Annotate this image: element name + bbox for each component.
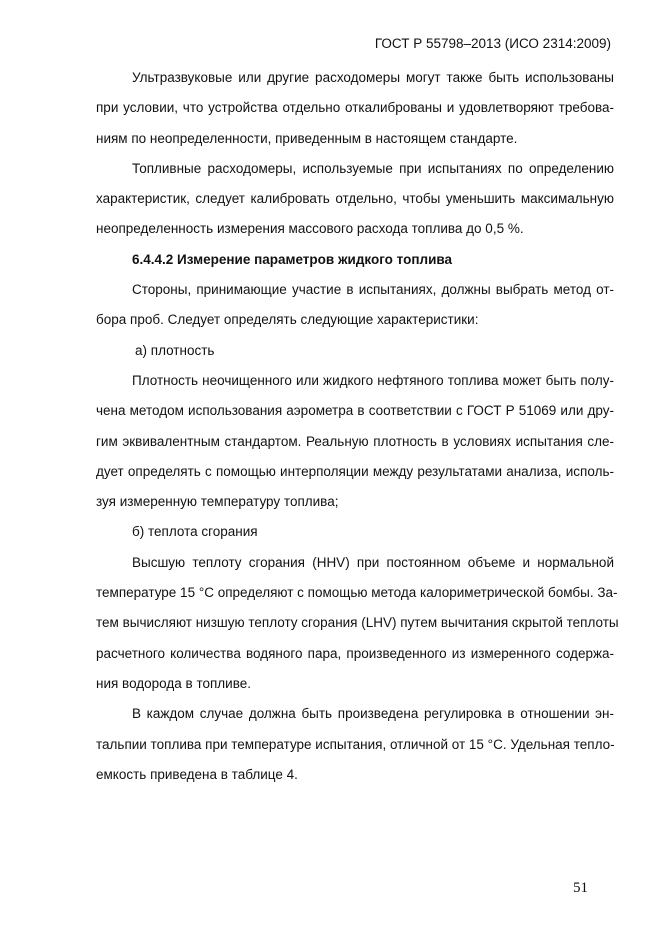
list-item-density: [96, 336, 614, 366]
text-line: тем вычисляют низшую теплоту сгорания (LHV) путем вычитания скрытой теплоты: [96, 615, 619, 631]
paragraph-fuel-meters: [96, 154, 614, 245]
section-heading: [96, 245, 614, 275]
document-header: ГОСТ Р 55798–2013 (ИСО 2314:2009): [374, 36, 611, 51]
text-line: чена методом использования аэрометра в соответствии с ГОСТ Р 51069 или дру-: [96, 403, 614, 419]
text-line: Стороны, принимающие участие в испытаниях, должны выбрать метод от-: [132, 282, 614, 298]
text-line: характеристик, следует калибровать отдельно, чтобы уменьшить максимальную: [96, 191, 614, 207]
text-line: при условии, что устройства отдельно откалиброваны и удовлетворяют требова-: [96, 100, 614, 116]
text-line: Плотность неочищенного или жидкого нефтяного топлива может быть полу-: [132, 372, 614, 388]
paragraph-density: [96, 366, 614, 517]
heading-text: 6.4.4.2 Измерение параметров жидкого топлива: [132, 251, 453, 267]
text-line: неопределенность измерения массового расхода топлива до 0,5 %.: [96, 221, 524, 237]
text-line: дует определять с помощью интерполяции между результатами анализа, исполь-: [96, 463, 614, 479]
text-line: расчетного количества водяного пара, произведенного из измеренного содержа-: [96, 645, 614, 661]
text-line: Ультразвуковые или другие расходомеры могут также быть использованы: [132, 70, 614, 85]
list-item-heat-of-combustion: [96, 517, 614, 547]
paragraph-sampling: [96, 275, 614, 336]
text-line: температуре 15 °С определяют с помощью метода калориметрической бомбы. За-: [96, 585, 618, 601]
paragraph-heat-of-combustion: [96, 548, 619, 699]
text-line: Высшую теплоту сгорания (HHV) при постоянном объеме и нормальной: [132, 554, 614, 570]
text-line: Топливные расходомеры, используемые при испытаниях по определению: [132, 160, 614, 176]
list-item-text: б) теплота сгорания: [132, 524, 258, 540]
text-line: емкость приведена в таблице 4.: [96, 766, 298, 782]
text-line: бора проб. Следует определять следующие характеристики:: [96, 312, 479, 328]
text-line: гим эквивалентным стандартом. Реальную плотность в условиях испытания сле-: [96, 433, 614, 449]
text-line: ния водорода в топливе.: [96, 675, 251, 691]
text-line: тальпии топлива при температуре испытания, отличной от 15 °С. Удельная тепло-: [96, 736, 615, 752]
list-item-text: а) плотность: [135, 342, 215, 358]
paragraph-enthalpy-adjustment: [96, 699, 614, 790]
page-number: 51: [573, 880, 588, 896]
text-line: зуя измеренную температуру топлива;: [96, 494, 339, 510]
text-line: В каждом случае должна быть произведена регулировка в отношении эн-: [132, 706, 614, 722]
paragraph-ultrasonic-meters: [96, 63, 614, 154]
text-line: ниям по неопределенности, приведенным в настоящем стандарте.: [96, 130, 518, 146]
body-text: [96, 63, 619, 790]
